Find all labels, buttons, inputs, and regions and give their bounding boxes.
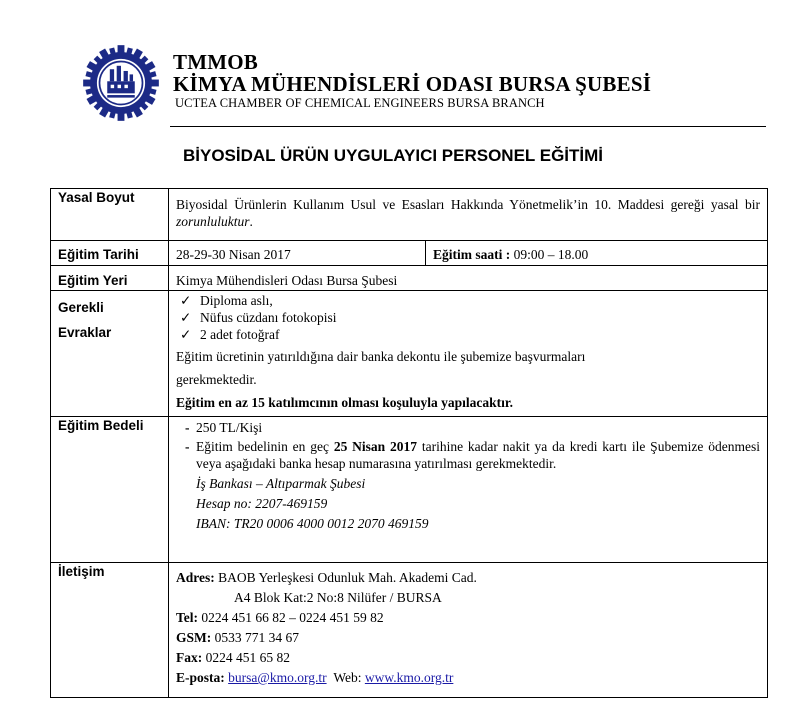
org-name-turkish: KİMYA MÜHENDİSLERİ ODASI BURSA ŞUBESİ <box>173 72 652 96</box>
payment-deadline: 25 Nisan 2017 <box>333 439 417 454</box>
required-documents-content <box>169 291 768 417</box>
training-info-table <box>50 188 768 698</box>
header-divider <box>170 126 766 127</box>
contact-phone: Tel: 0224 451 66 82 – 0224 451 59 82 <box>176 610 384 625</box>
list-item <box>176 419 760 436</box>
training-hours-value: 09:00 – 18.00 <box>513 247 589 262</box>
contact-fax: Fax: 0224 451 65 82 <box>176 650 290 665</box>
chamber-gear-emblem-icon <box>78 40 164 126</box>
training-date-value: 28-29-30 Nisan 2017 <box>169 241 426 266</box>
table-row <box>51 266 768 291</box>
training-location-value: Kimya Mühendisleri Odası Bursa Şubesi <box>169 266 768 291</box>
contact-address: Adres: BAOB Yerleşkesi Odunluk Mah. Akademi Cad. <box>176 570 477 585</box>
fee-list <box>176 419 760 532</box>
legal-basis-text: Biyosidal Ürünlerin Kullanım Usul ve Esasları Hakkında Yönetmelik’in 10. Maddesi gereği yasal bir zorunluluktur. <box>169 189 768 241</box>
list-item: ✓ Diploma aslı, <box>180 293 273 308</box>
bank-receipt-note: Eğitim ücretinin yatırıldığına dair banka dekontu ile şubemize başvurmaları gerekmektedir. <box>176 349 586 387</box>
list-item: - Eğitim bedelinin en geç 25 Nisan 2017 tarihine kadar nakit ya da kredi kartı ile Şubemize ödenmesi veya aşağıdaki banka hesap numarasına yatırılması gerekmektedir. İş Bankası – Altıparmak Şubesi Hesap no: 2207-469159 IBAN: TR20 0006 4000 0012 2070 469159 <box>176 438 760 532</box>
training-fee-label: Eğitim Bedeli <box>51 417 169 563</box>
checkmark-icon: ✓ <box>180 327 192 342</box>
required-documents-label: Gerekli Evraklar <box>51 291 169 417</box>
training-hours-label: Eğitim saati <box>433 247 503 262</box>
website-link[interactable]: www.kmo.org.tr <box>364 670 454 685</box>
training-location-label: Eğitim Yeri <box>51 266 169 291</box>
minimum-participants-note: Eğitim en az 15 katılımcının olması koşuluyla yapılacaktır. <box>176 395 514 410</box>
table-row <box>51 563 768 698</box>
required-documents-list <box>176 292 760 343</box>
org-name-short: TMMOB <box>173 50 258 74</box>
org-name-english: UCTEA CHAMBER OF CHEMICAL ENGINEERS BURSA BRANCH <box>175 96 545 110</box>
training-date-label: Eğitim Tarihi <box>51 241 169 266</box>
contact-online: E-posta: bursa@kmo.org.tr Web: www.kmo.org.tr <box>176 670 454 685</box>
table-row <box>51 291 768 417</box>
legal-basis-label: Yasal Boyut <box>51 189 169 241</box>
list-item: ✓ 2 adet fotoğraf <box>180 327 280 342</box>
bank-iban: IBAN: TR20 0006 4000 0012 2070 469159 <box>196 516 429 531</box>
training-hours: Eğitim saati : 09:00 – 18.00 <box>426 241 768 266</box>
checkmark-icon: ✓ <box>180 310 192 325</box>
checkmark-icon: ✓ <box>180 293 192 308</box>
contact-content <box>169 563 768 698</box>
contact-mobile: GSM: 0533 771 34 67 <box>176 630 299 645</box>
bank-account-number: Hesap no: 2207-469159 <box>196 496 328 511</box>
training-fee-content <box>169 417 768 563</box>
fee-amount: 250 TL/Kişi <box>196 420 263 435</box>
list-item: ✓ Nüfus cüzdanı fotokopisi <box>180 310 337 325</box>
bank-name: İş Bankası – Altıparmak Şubesi <box>196 476 366 491</box>
table-row <box>51 189 768 241</box>
document-title: BİYOSİDAL ÜRÜN UYGULAYICI PERSONEL EĞİTİMİ <box>182 146 604 165</box>
table-row <box>51 417 768 563</box>
contact-label: İletişim <box>51 563 169 698</box>
contact-address-line2: A4 Blok Kat:2 No:8 Nilüfer / BURSA <box>234 590 442 605</box>
email-link[interactable]: bursa@kmo.org.tr <box>228 670 327 685</box>
table-row <box>51 241 768 266</box>
